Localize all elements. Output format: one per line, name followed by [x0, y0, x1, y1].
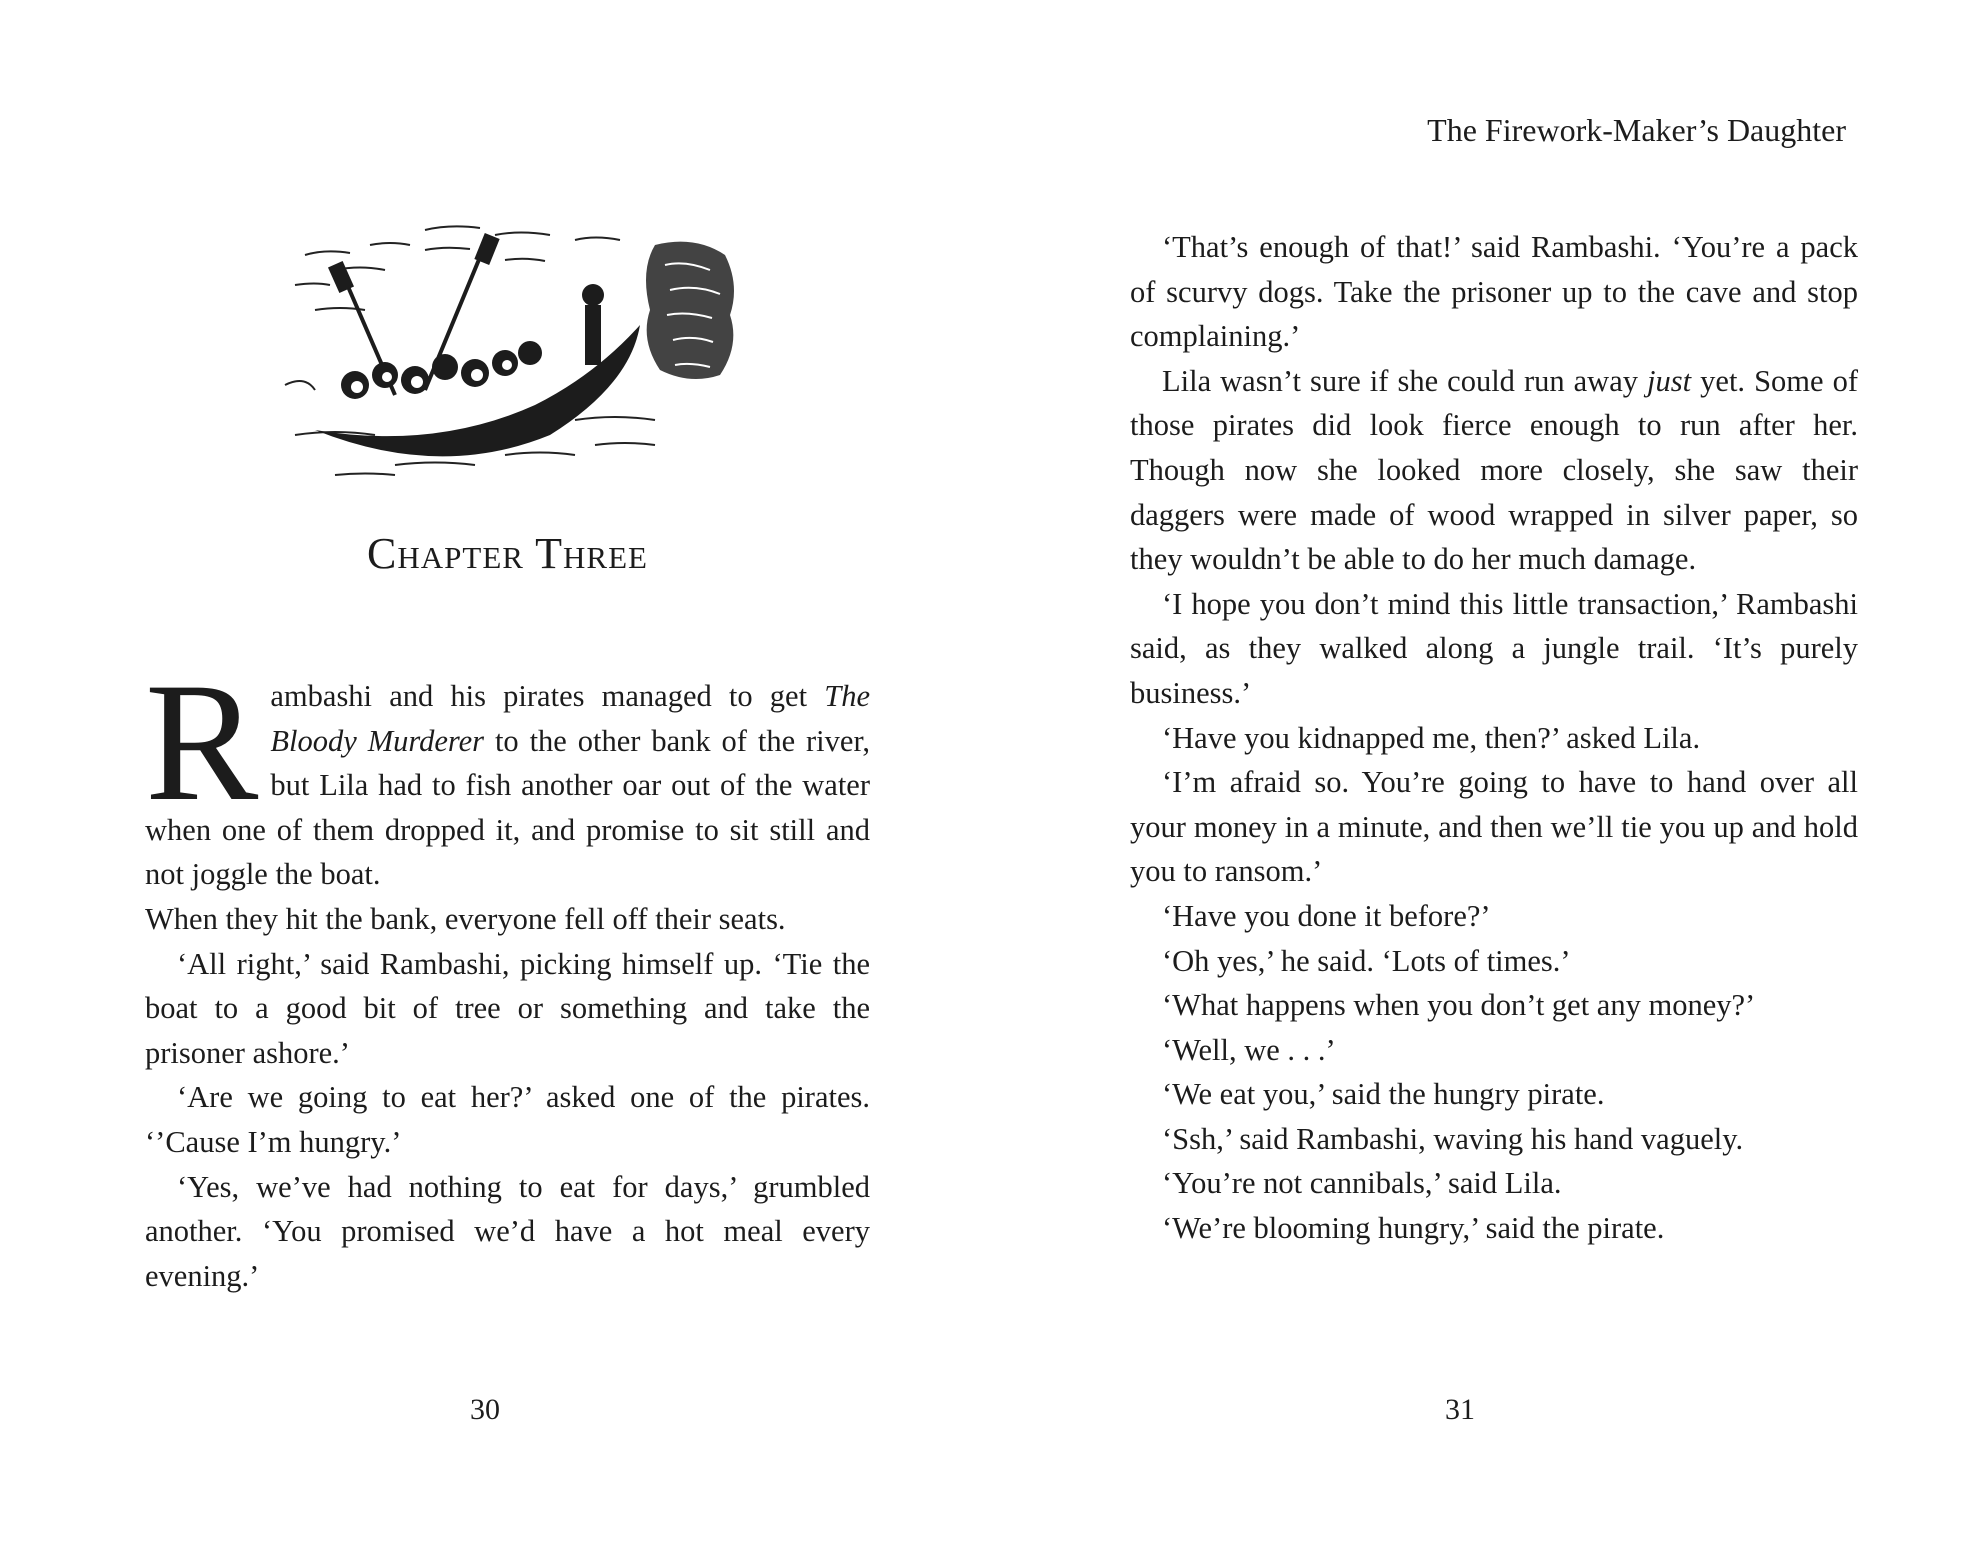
- paragraph: ‘Yes, we’ve had nothing to eat for days,’ grumbled another. ‘You promised we’d have a hot meal every evening.’: [145, 1169, 870, 1293]
- paragraph: ‘Have you kidnapped me, then?’ asked Lila.: [1162, 720, 1701, 755]
- paragraph-text: yet. Some of those pirates did look fierce enough to run after her. Though now she looked more closely, she saw their daggers were made of wood wrapped in silver paper, so they wouldn’t be able to do her much damage.: [1130, 363, 1858, 577]
- paragraph: ‘Ssh,’ said Rambashi, waving his hand vaguely.: [1162, 1121, 1744, 1156]
- page-number: 30: [470, 1393, 500, 1426]
- running-head: The Firework-Maker’s Daughter: [1427, 112, 1846, 148]
- drop-cap: R: [145, 648, 259, 836]
- paragraph: ‘What happens when you don’t get any money?’: [1162, 988, 1756, 1023]
- paragraph-text: Lila wasn’t sure if she could run away: [1162, 363, 1648, 398]
- paragraph: ‘That’s enough of that!’ said Rambashi. ‘You’re a pack of scurvy dogs. Take the prisoner up to the cave and stop complaining.’: [1130, 230, 1858, 354]
- page-number: 31: [1445, 1393, 1475, 1426]
- paragraph: ‘You’re not cannibals,’ said Lila.: [1162, 1166, 1562, 1201]
- paragraph: ‘All right,’ said Rambashi, picking himself up. ‘Tie the boat to a good bit of tree or something and take the prisoner ashore.’: [145, 946, 870, 1070]
- paragraph: ‘We’re blooming hungry,’ said the pirate.: [1162, 1211, 1665, 1246]
- left-body-text: [145, 648, 871, 1298]
- paragraph: When they hit the bank, everyone fell off their seats.: [145, 901, 786, 936]
- paragraph: ‘I hope you don’t mind this little transaction,’ Rambashi said, as they walked along a jungle trail. ‘It’s purely business.’: [1130, 586, 1858, 710]
- paragraph-text: to the other bank of the river, but Lila had to fish another oar out of the water when one of them dropped it, and promise to sit still and not joggle the boat.: [145, 723, 871, 892]
- paragraph: ‘Oh yes,’ he said. ‘Lots of times.’: [1162, 943, 1571, 978]
- paragraph: ‘Are we going to eat her?’ asked one of the pirates. ‘’Cause I’m hungry.’: [145, 1080, 870, 1159]
- right-page: [990, 0, 1980, 1558]
- emphasis: just: [1647, 363, 1692, 398]
- chapter-title: Chapter Three: [367, 529, 648, 578]
- ship-name: The Bloody Murderer: [270, 679, 870, 758]
- paragraph: [1130, 359, 1858, 582]
- boat-illustration: [275, 215, 745, 495]
- paragraph-text: ambashi and his pirates managed to get: [270, 679, 825, 713]
- paragraph: [145, 648, 871, 897]
- paragraph: ‘We eat you,’ said the hungry pirate.: [1162, 1077, 1605, 1112]
- paragraph: ‘I’m afraid so. You’re going to have to hand over all your money in a minute, and then we’ll tie you up and hold you to ransom.’: [1130, 765, 1858, 889]
- right-body-text: [1130, 225, 1858, 1251]
- paragraph: ‘Have you done it before?’: [1162, 898, 1491, 933]
- paragraph: ‘Well, we . . .’: [1162, 1032, 1336, 1067]
